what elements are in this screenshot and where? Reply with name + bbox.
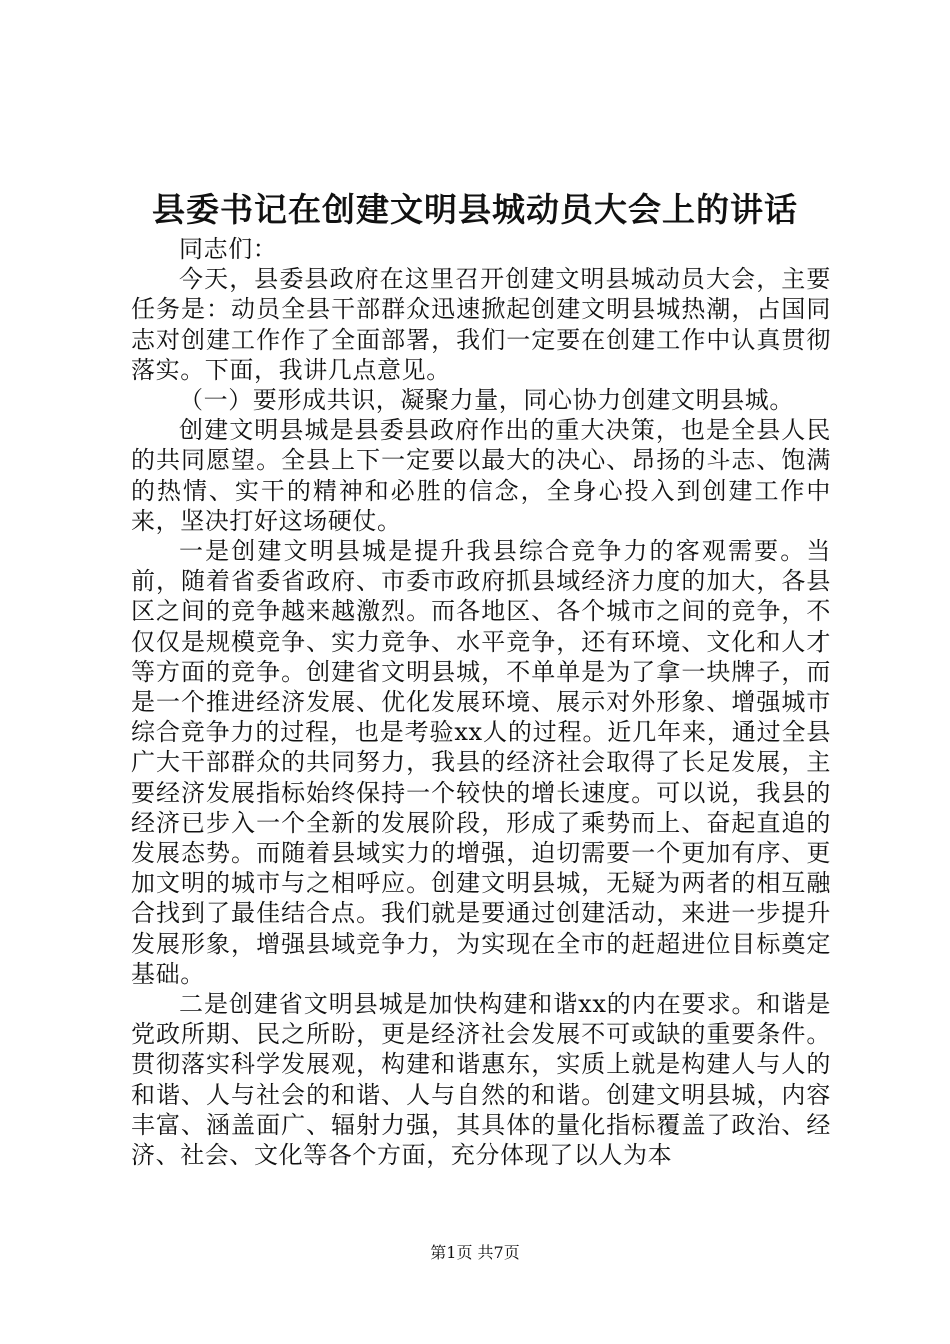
salutation-paragraph: 同志们： [179,235,278,263]
body-paragraph: 一是创建文明县城是提升我县综合竞争力的客观需要。当前，随着省委省政府、市委市政府抓县域经济力度的加大，各县区之间的竞争越来越激烈。而各地区、各个城市之间的竞争，不仅仅是规模竞争、实力竞争、水平竞争，还有环境、文化和人才等方面的竞争。创建省文明县城，不单单是为了拿一块牌子，而是一个推进经济发展、优化发展环境、展示对外形象、增强城市综合竞争力的过程，也是考验xx人的过程。近几年来，通过全县广大干部群众的共同努力，我县的经济社会取得了长足发展，主要经济发展指标始终保持一个较快的增长速度。可以说，我县的经济已步入一个全新的发展阶段，形成了乘势而上、奋起直追的发展态势。而随着县域实力的增强，迫切需要一个更加有序、更加文明的城市与之相呼应。创建文明县城，无疑为两者的相互融合找到了最佳结合点。我们就是要通过创建活动，来进一步提升发展形象，增强县域竞争力，为实现在全市的赶超进位目标奠定基础。 [131,537,831,988]
section-heading-1: （一）要形成共识，凝聚力量，同心协力创建文明县城。 [179,386,794,415]
body-paragraph: 创建文明县城是县委县政府作出的重大决策，也是全县人民的共同愿望。全县上下一定要以最大的决心、昂扬的斗志、饱满的热情、实干的精神和必胜的信念，全身心投入到创建工作中来，坚决打好这场硬仗。 [131,416,831,535]
page-number-footer: 第1页 共7页 [430,1243,520,1262]
body-paragraph: 二是创建省文明县城是加快构建和谐xx的内在要求。和谐是党政所期、民之所盼，更是经济社会发展不可或缺的重要条件。贯彻落实科学发展观，构建和谐惠东，实质上就是构建人与人的和谐、人与社会的和谐、人与自然的和谐。创建文明县城，内容丰富、涵盖面广、辐射力强，其具体的量化指标覆盖了政治、经济、社会、文化等各个方面，充分体现了以人为本 [131,990,831,1170]
intro-paragraph: 今天，县委县政府在这里召开创建文明县城动员大会，主要任务是：动员全县干部群众迅速掀起创建文明县城热潮，占国同志对创建工作作了全面部署，我们一定要在创建工作中认真贯彻落实。下面，我讲几点意见。 [131,265,831,384]
document-body [131,234,831,1170]
document-title: 县委书记在创建文明县城动员大会上的讲话 [152,190,798,229]
